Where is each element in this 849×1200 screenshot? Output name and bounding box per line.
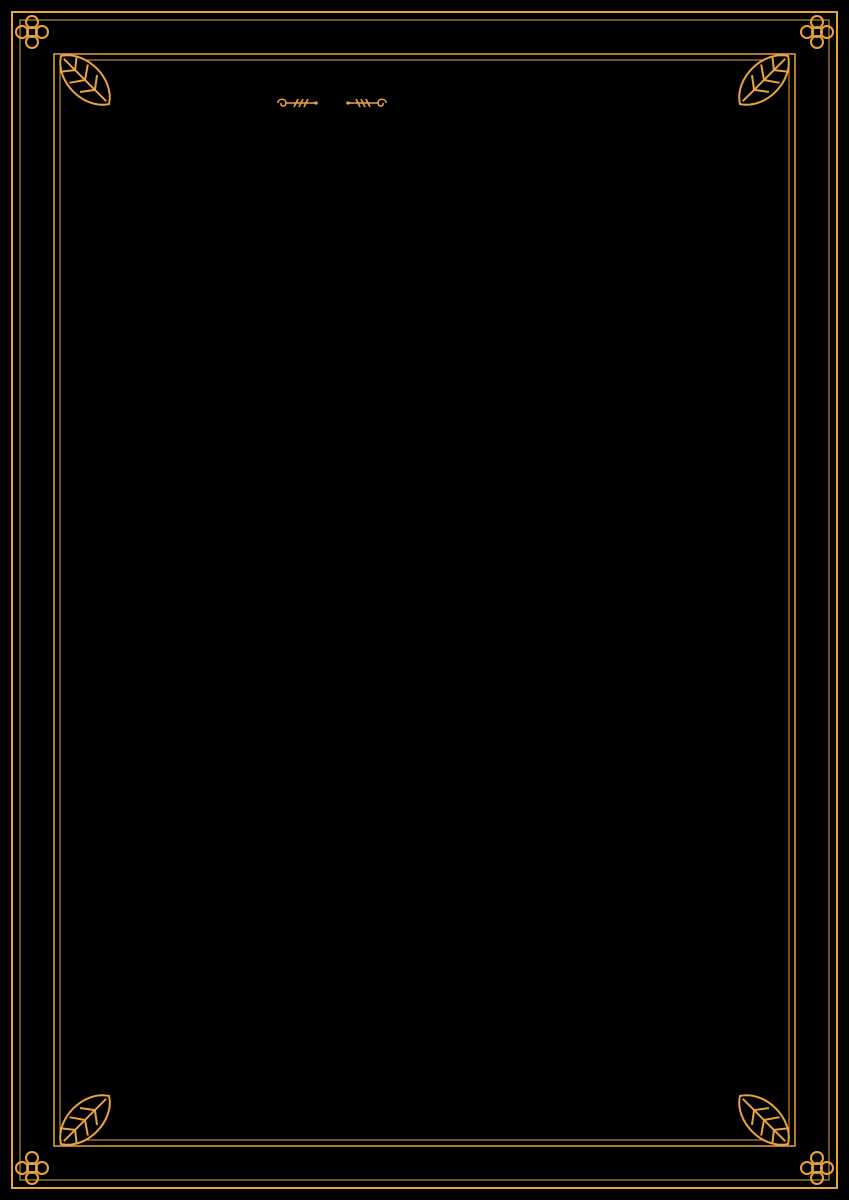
flourish-right-icon bbox=[344, 95, 390, 111]
title-row bbox=[222, 86, 442, 120]
flourish-left-icon bbox=[274, 95, 320, 111]
flower-corner-icon bbox=[16, 16, 833, 1184]
leaf-corner-icon bbox=[49, 44, 799, 1155]
